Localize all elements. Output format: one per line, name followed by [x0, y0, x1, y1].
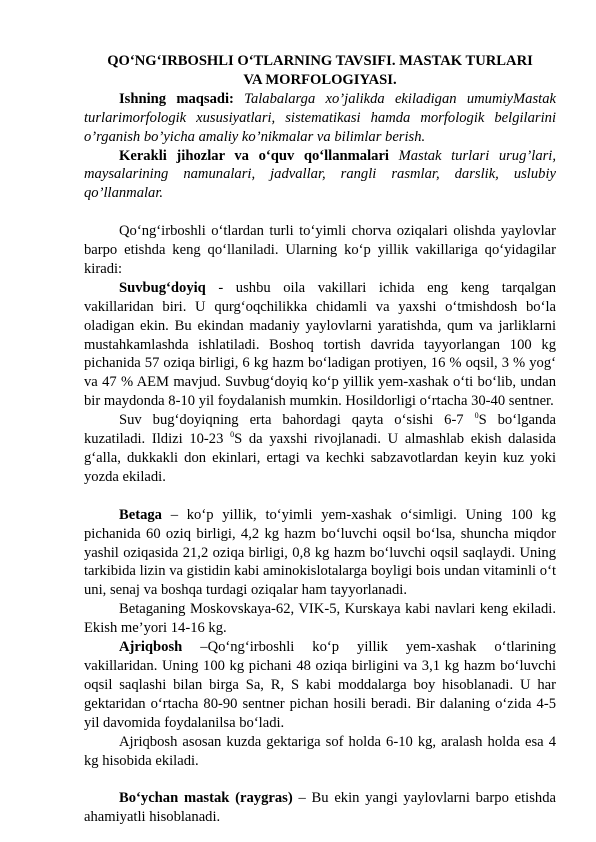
title-line-1: QO‘NG‘IRBOSHLI O‘TLARNING TAVSIFI. MASTAK TURLARI — [107, 53, 533, 69]
tools-label: Kerakli jihozlar va o‘quv qo‘llanmalari — [119, 147, 389, 164]
betaga-varieties-paragraph: Betaganing Moskovskaya-62, VIK-5, Kurskaya kabi navlari keng ekiladi. Ekish me’yori 14-16 kg. — [84, 601, 556, 637]
title-line-2: VA MORFOLOGIYASI. — [243, 71, 397, 88]
aim-paragraph — [84, 90, 556, 147]
ajriqbosh-paragraph — [84, 638, 556, 733]
degree-sup: 0 — [474, 411, 479, 421]
ajriqbosh-label: Ajriqbosh — [119, 639, 183, 656]
document-page — [84, 52, 556, 827]
betaga-paragraph — [84, 506, 556, 601]
suvbugdoyiq-paragraph — [84, 279, 556, 411]
suvbugdoyiq-growth-paragraph — [84, 411, 556, 487]
suvbugdoyiq-text: - ushbu oila vakillari ichida eng keng tarqalgan vakillaridan biri. U qurg‘oqchilikka chidamli va yaxshi o‘tmishdosh bo‘la oladigan ekin. Bu ekindan madaniy yaylovlarni yaratishda, qum va jarliklarni mustahkamlashda ishlatiladi. Boshoq tortish davrida tayyorlangan 100 kg pichanida 57 oziqa birligi, 6 kg hazm bo‘ladigan protiyen, 16 % oqsil, 3 % yog‘ va 47 % AEM mavjud. Suvbug‘doyiq ko‘p yillik yem-xashak o‘ti bo‘lib, undan bir maydonda 8-10 yil foydalanish mumkin. Hosildorligi o‘rtacha 30-40 sentner. — [84, 279, 556, 410]
boychan-label: Bo‘ychan mastak (raygras) — [119, 790, 293, 807]
text-run: S da yaxshi rivojlanadi. U almashlab ekish dalasida g‘alla, dukkakli don ekinlari, ertagi va kechki sabzavotlardan keyin kuz yoki yozda ekiladi. — [84, 431, 557, 485]
ajriqbosh-text: –Qo‘ng‘irboshli ko‘p yillik yem-xashak o‘tlarining vakillaridan. Uning 100 kg pichani 48 oziqa birligini va 3,1 kg hazm bo‘luvchi oqsil saqlashi bilan birga Sa, R, S kabi moddalarga boy hisoblanadi. U har gektaridan o‘rtacha 80-90 sentner pichan hosili beradi. Bir dalaning o‘zida 4-5 yil davomida foydalanilsa bo‘ladi. — [84, 639, 556, 731]
aim-label: Ishning maqsadi: — [119, 90, 234, 107]
text-run: S bo‘lganda kuzatiladi. Ildizi 10-23 — [84, 412, 556, 448]
degree-sup: 0 — [230, 430, 235, 440]
boychan-paragraph — [84, 789, 556, 827]
ajriqbosh-sowing-paragraph: Ajriqbosh asosan kuzda gektariga sof holda 6-10 kg, aralash holda esa 4 kg hisobida ekiladi. — [84, 733, 556, 769]
betaga-label: Betaga — [119, 506, 162, 523]
text-run: Suv bug‘doyiqning erta bahordagi qayta o‘sishi 6-7 — [119, 412, 475, 429]
spacer — [84, 770, 556, 789]
tools-text: Mastak turlari urug’lari, maysalarining namunalari, jadvallar, rangli rasmlar, darslik, uslubiy qo’llanmalar. — [84, 147, 556, 202]
intro-paragraph: Qo‘ng‘irboshli o‘tlardan turli to‘yimli chorva oziqalari olishda yaylovlar barpo etishda keng qo‘llaniladi. Ularning ko‘p yillik vakillariga qo‘yidagilar kiradi: — [84, 223, 556, 277]
spacer — [84, 487, 556, 506]
boychan-text: – Bu ekin yangi yaylovlarni barpo etishda ahamiyatli hisoblanadi. — [84, 790, 556, 826]
suvbugdoyiq-label: Suvbug‘doyiq — [119, 279, 206, 296]
spacer — [84, 203, 556, 222]
aim-text: Talabalarga xo’jalikda ekiladigan umumiyMastak turlarimorfologik xususiyatlari, sistematikasi hamda morfologik belgilarini o’rganish bo’yicha amaliy ko’nikmalar va bilimlar berish. — [84, 90, 556, 145]
page-title — [84, 52, 556, 90]
tools-paragraph — [84, 147, 556, 204]
betaga-text: – ko‘p yillik, to‘yimli yem-xashak o‘simligi. Uning 100 kg pichanida 60 oziq birligi, 4,2 kg hazm bo‘luvchi oqsil bo‘lsa, shuncha miqdor yashil oziqasida 21,2 oziqa birligi, 0,8 kg hazm bo‘luvchi oqsil saqlaydi. Uning tarkibida lizin va gistidin kabi aminokislotalarga boyligi bois undan vitaminli o‘t uni, senaj va boshqa turdagi oziqalar ham tayyorlanadi. — [84, 506, 556, 599]
